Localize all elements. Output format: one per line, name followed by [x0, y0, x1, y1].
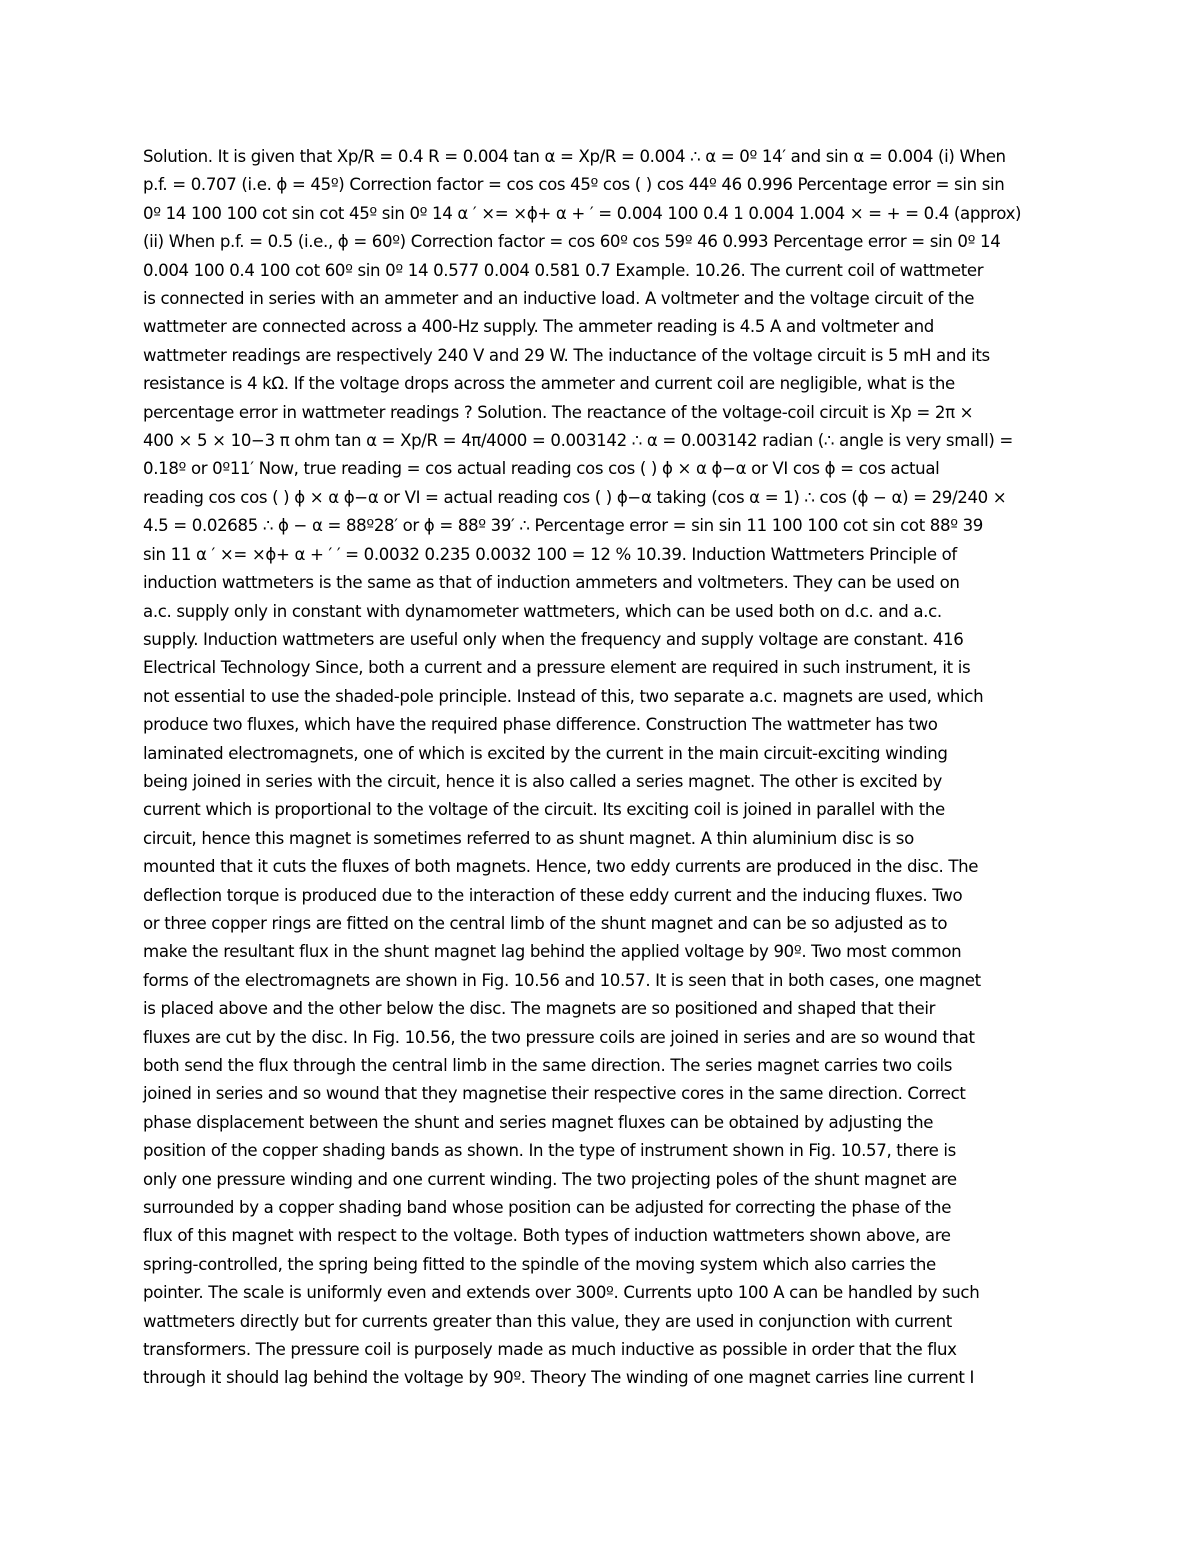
- text-line: percentage error in wattmeter readings ? Solution. The reactance of the voltage-coil circuit is Xp = 2π ×: [143, 402, 974, 422]
- text-line: Solution. It is given that Xp/R = 0.4 R = 0.004 tan α = Xp/R = 0.004 ∴ α = 0º 14′ and sin α = 0.004 (i) When: [143, 147, 1006, 166]
- text-line: spring-controlled, the spring being fitted to the spindle of the moving system which also carries the: [143, 1254, 936, 1274]
- body-text: [143, 143, 1063, 1393]
- text-line: transformers. The pressure coil is purposely made as much inductive as possible in order that the flux: [143, 1340, 957, 1360]
- text-line: sin 11 α ′ ×= ×ϕ+ α + ′ ′ = 0.0032 0.235 0.0032 100 = 12 % 10.39. Induction Wattmeters Principle of: [143, 544, 957, 564]
- text-line: p.f. = 0.707 (i.e. ϕ = 45º) Correction factor = cos cos 45º cos ( ) cos 44º 46 0.996 Percentage error = sin sin: [143, 175, 1005, 195]
- text-line: is connected in series with an ammeter and an inductive load. A voltmeter and the voltage circuit of the: [143, 289, 975, 309]
- text-line: reading cos cos ( ) ϕ × α ϕ−α or VI = actual reading cos ( ) ϕ−α taking (cos α = 1) ∴ cos (ϕ − α) = 29/240 ×: [143, 487, 1007, 507]
- text-line: joined in series and so wound that they magnetise their respective cores in the same direction. Correct: [143, 1084, 966, 1104]
- text-line: wattmeter readings are respectively 240 V and 29 W. The inductance of the voltage circuit is 5 mH and its: [143, 345, 990, 365]
- text-line: a.c. supply only in constant with dynamometer wattmeters, which can be used both on d.c. and a.c.: [143, 601, 942, 621]
- text-line: or three copper rings are fitted on the central limb of the shunt magnet and can be so adjusted as to: [143, 913, 948, 933]
- text-line: is placed above and the other below the disc. The magnets are so positioned and shaped that their: [143, 999, 936, 1019]
- text-line: produce two fluxes, which have the required phase difference. Construction The wattmeter has two: [143, 715, 938, 735]
- text-line: not essential to use the shaded-pole principle. Instead of this, two separate a.c. magnets are used, which: [143, 686, 984, 706]
- text-line: resistance is 4 kΩ. If the voltage drops across the ammeter and current coil are negligible, what is the: [143, 374, 955, 394]
- text-line: wattmeter are connected across a 400-Hz supply. The ammeter reading is 4.5 A and voltmeter and: [143, 317, 934, 337]
- text-line: 0.004 100 0.4 100 cot 60º sin 0º 14 0.577 0.004 0.581 0.7 Example. 10.26. The current coil of wattmeter: [143, 260, 984, 280]
- text-line: both send the flux through the central limb in the same direction. The series magnet carries two coils: [143, 1056, 953, 1075]
- text-line: wattmeters directly but for currents greater than this value, they are used in conjunction with current: [143, 1311, 952, 1331]
- text-line: pointer. The scale is uniformly even and extends over 300º. Currents upto 100 A can be handled by such: [143, 1283, 980, 1303]
- text-line: (ii) When p.f. = 0.5 (i.e., ϕ = 60º) Correction factor = cos 60º cos 59º 46 0.993 Percentage error = sin 0º 14: [143, 232, 1001, 252]
- text-line: Electrical Technology Since, both a current and a pressure element are required in such instrument, it is: [143, 658, 971, 678]
- text-line: fluxes are cut by the disc. In Fig. 10.56, the two pressure coils are joined in series and are so wound that: [143, 1027, 975, 1047]
- text-line: flux of this magnet with respect to the voltage. Both types of induction wattmeters shown above, are: [143, 1226, 951, 1246]
- text-line: through it should lag behind the voltage by 90º. Theory The winding of one magnet carries line current I: [143, 1368, 975, 1388]
- text-line: mounted that it cuts the fluxes of both magnets. Hence, two eddy currents are produced in the disc. The: [143, 857, 979, 877]
- text-line: 4.5 = 0.02685 ∴ ϕ − α = 88º28′ or ϕ = 88º 39′ ∴ Percentage error = sin sin 11 100 100 cot sin cot 88º 39: [143, 516, 984, 536]
- text-line: circuit, hence this magnet is sometimes referred to as shunt magnet. A thin aluminium disc is so: [143, 828, 914, 848]
- text-line: position of the copper shading bands as shown. In the type of instrument shown in Fig. 10.57, there is: [143, 1141, 956, 1161]
- text-line: 0º 14 100 100 cot sin cot 45º sin 0º 14 α ′ ×= ×ϕ+ α + ′ = 0.004 100 0.4 1 0.004 1.004 × = + = 0.4 (approx): [143, 203, 1022, 223]
- text-line: being joined in series with the circuit, hence it is also called a series magnet. The other is excited by: [143, 771, 942, 791]
- text-line: 400 × 5 × 10−3 π ohm tan α = Xp/R = 4π/4000 = 0.003142 ∴ α = 0.003142 radian (∴ angle is very small) =: [143, 431, 1013, 451]
- text-line: 0.18º or 0º11′ Now, true reading = cos actual reading cos cos ( ) ϕ × α ϕ−α or VI cos ϕ = cos actual: [143, 459, 940, 479]
- text-line: current which is proportional to the voltage of the circuit. Its exciting coil is joined in parallel with the: [143, 800, 945, 820]
- text-line: only one pressure winding and one current winding. The two projecting poles of the shunt magnet are: [143, 1169, 957, 1189]
- text-line: phase displacement between the shunt and series magnet fluxes can be obtained by adjusting the: [143, 1112, 934, 1132]
- text-line: induction wattmeters is the same as that of induction ammeters and voltmeters. They can be used on: [143, 573, 960, 593]
- text-line: supply. Induction wattmeters are useful only when the frequency and supply voltage are constant. 416: [143, 629, 964, 649]
- text-line: deflection torque is produced due to the interaction of these eddy current and the inducing fluxes. Two: [143, 885, 963, 905]
- text-line: forms of the electromagnets are shown in Fig. 10.56 and 10.57. It is seen that in both cases, one magnet: [143, 970, 981, 990]
- text-line: surrounded by a copper shading band whose position can be adjusted for correcting the phase of the: [143, 1198, 952, 1218]
- text-line: laminated electromagnets, one of which is excited by the current in the main circuit-exciting winding: [143, 743, 948, 763]
- text-line: make the resultant flux in the shunt magnet lag behind the applied voltage by 90º. Two most common: [143, 942, 962, 962]
